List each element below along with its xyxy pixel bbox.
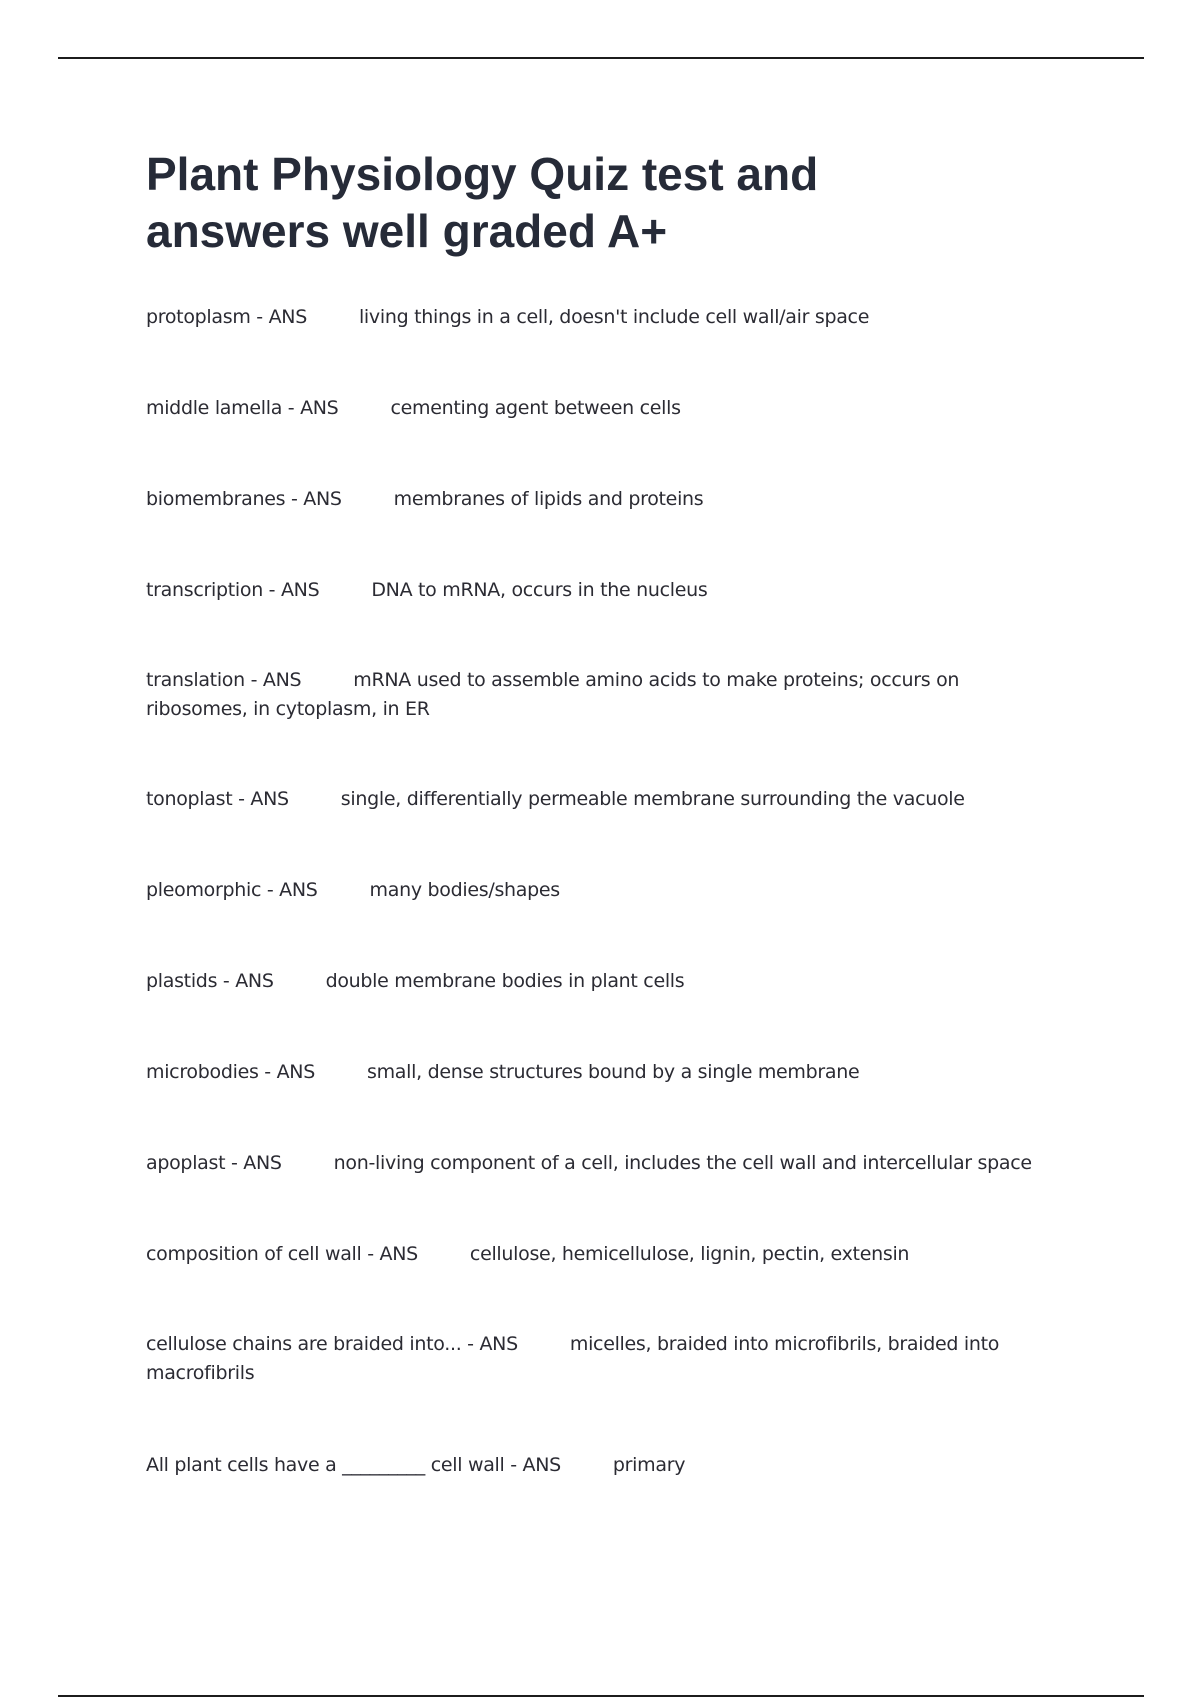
qa-term: transcription - ANS [146, 579, 320, 601]
qa-term: pleomorphic - ANS [146, 879, 318, 901]
qa-item-cellulose-chains [146, 1330, 1046, 1388]
qa-term: middle lamella - ANS [146, 397, 339, 419]
qa-answer: living things in a cell, doesn't include cell wall/air space [358, 306, 870, 328]
qa-item-translation [146, 666, 1046, 724]
qa-item-middle-lamella [146, 394, 1046, 423]
qa-item-cell-wall-composition [146, 1240, 1046, 1269]
qa-item-primary-cell-wall [146, 1451, 1046, 1480]
qa-item-apoplast [146, 1149, 1046, 1178]
qa-answer: cellulose, hemicellulose, lignin, pectin, extensin [469, 1243, 910, 1265]
qa-term: biomembranes - ANS [146, 488, 342, 510]
qa-term: translation - ANS [146, 669, 302, 691]
qa-term: apoplast - ANS [146, 1152, 282, 1174]
qa-answer: small, dense structures bound by a single membrane [366, 1061, 860, 1083]
qa-item-pleomorphic [146, 876, 1046, 905]
qa-answer: double membrane bodies in plant cells [325, 970, 685, 992]
qa-term: tonoplast - ANS [146, 788, 289, 810]
qa-term: plastids - ANS [146, 970, 274, 992]
qa-item-tonoplast [146, 785, 1046, 814]
qa-answer: non-living component of a cell, includes the cell wall and intercellular space [333, 1152, 1032, 1174]
qa-item-plastids [146, 967, 1046, 996]
document-title: Plant Physiology Quiz test and answers well graded A+ [146, 148, 819, 257]
qa-item-protoplasm [146, 303, 1046, 332]
qa-answer: single, differentially permeable membrane surrounding the vacuole [340, 788, 965, 810]
qa-item-microbodies [146, 1058, 1046, 1087]
qa-answer: membranes of lipids and proteins [393, 488, 704, 510]
qa-term: composition of cell wall - ANS [146, 1243, 418, 1265]
qa-answer: cementing agent between cells [390, 397, 681, 419]
qa-item-biomembranes [146, 485, 1046, 514]
qa-answer: many bodies/shapes [369, 879, 560, 901]
qa-answer: micelles, braided into microfibrils, braided into macrofibrils [146, 1333, 1000, 1384]
qa-term: microbodies - ANS [146, 1061, 315, 1083]
qa-term: protoplasm - ANS [146, 306, 307, 328]
qa-answer: primary [612, 1454, 686, 1476]
qa-term: cellulose chains are braided into... - ANS [146, 1333, 518, 1355]
qa-item-transcription [146, 576, 1046, 605]
top-rule [58, 57, 1144, 59]
qa-answer: mRNA used to assemble amino acids to make proteins; occurs on ribosomes, in cytoplasm, in ER [146, 669, 960, 720]
qa-answer: DNA to mRNA, occurs in the nucleus [371, 579, 708, 601]
bottom-rule [58, 1695, 1144, 1697]
qa-term: All plant cells have a _________ cell wall - ANS [146, 1454, 561, 1476]
